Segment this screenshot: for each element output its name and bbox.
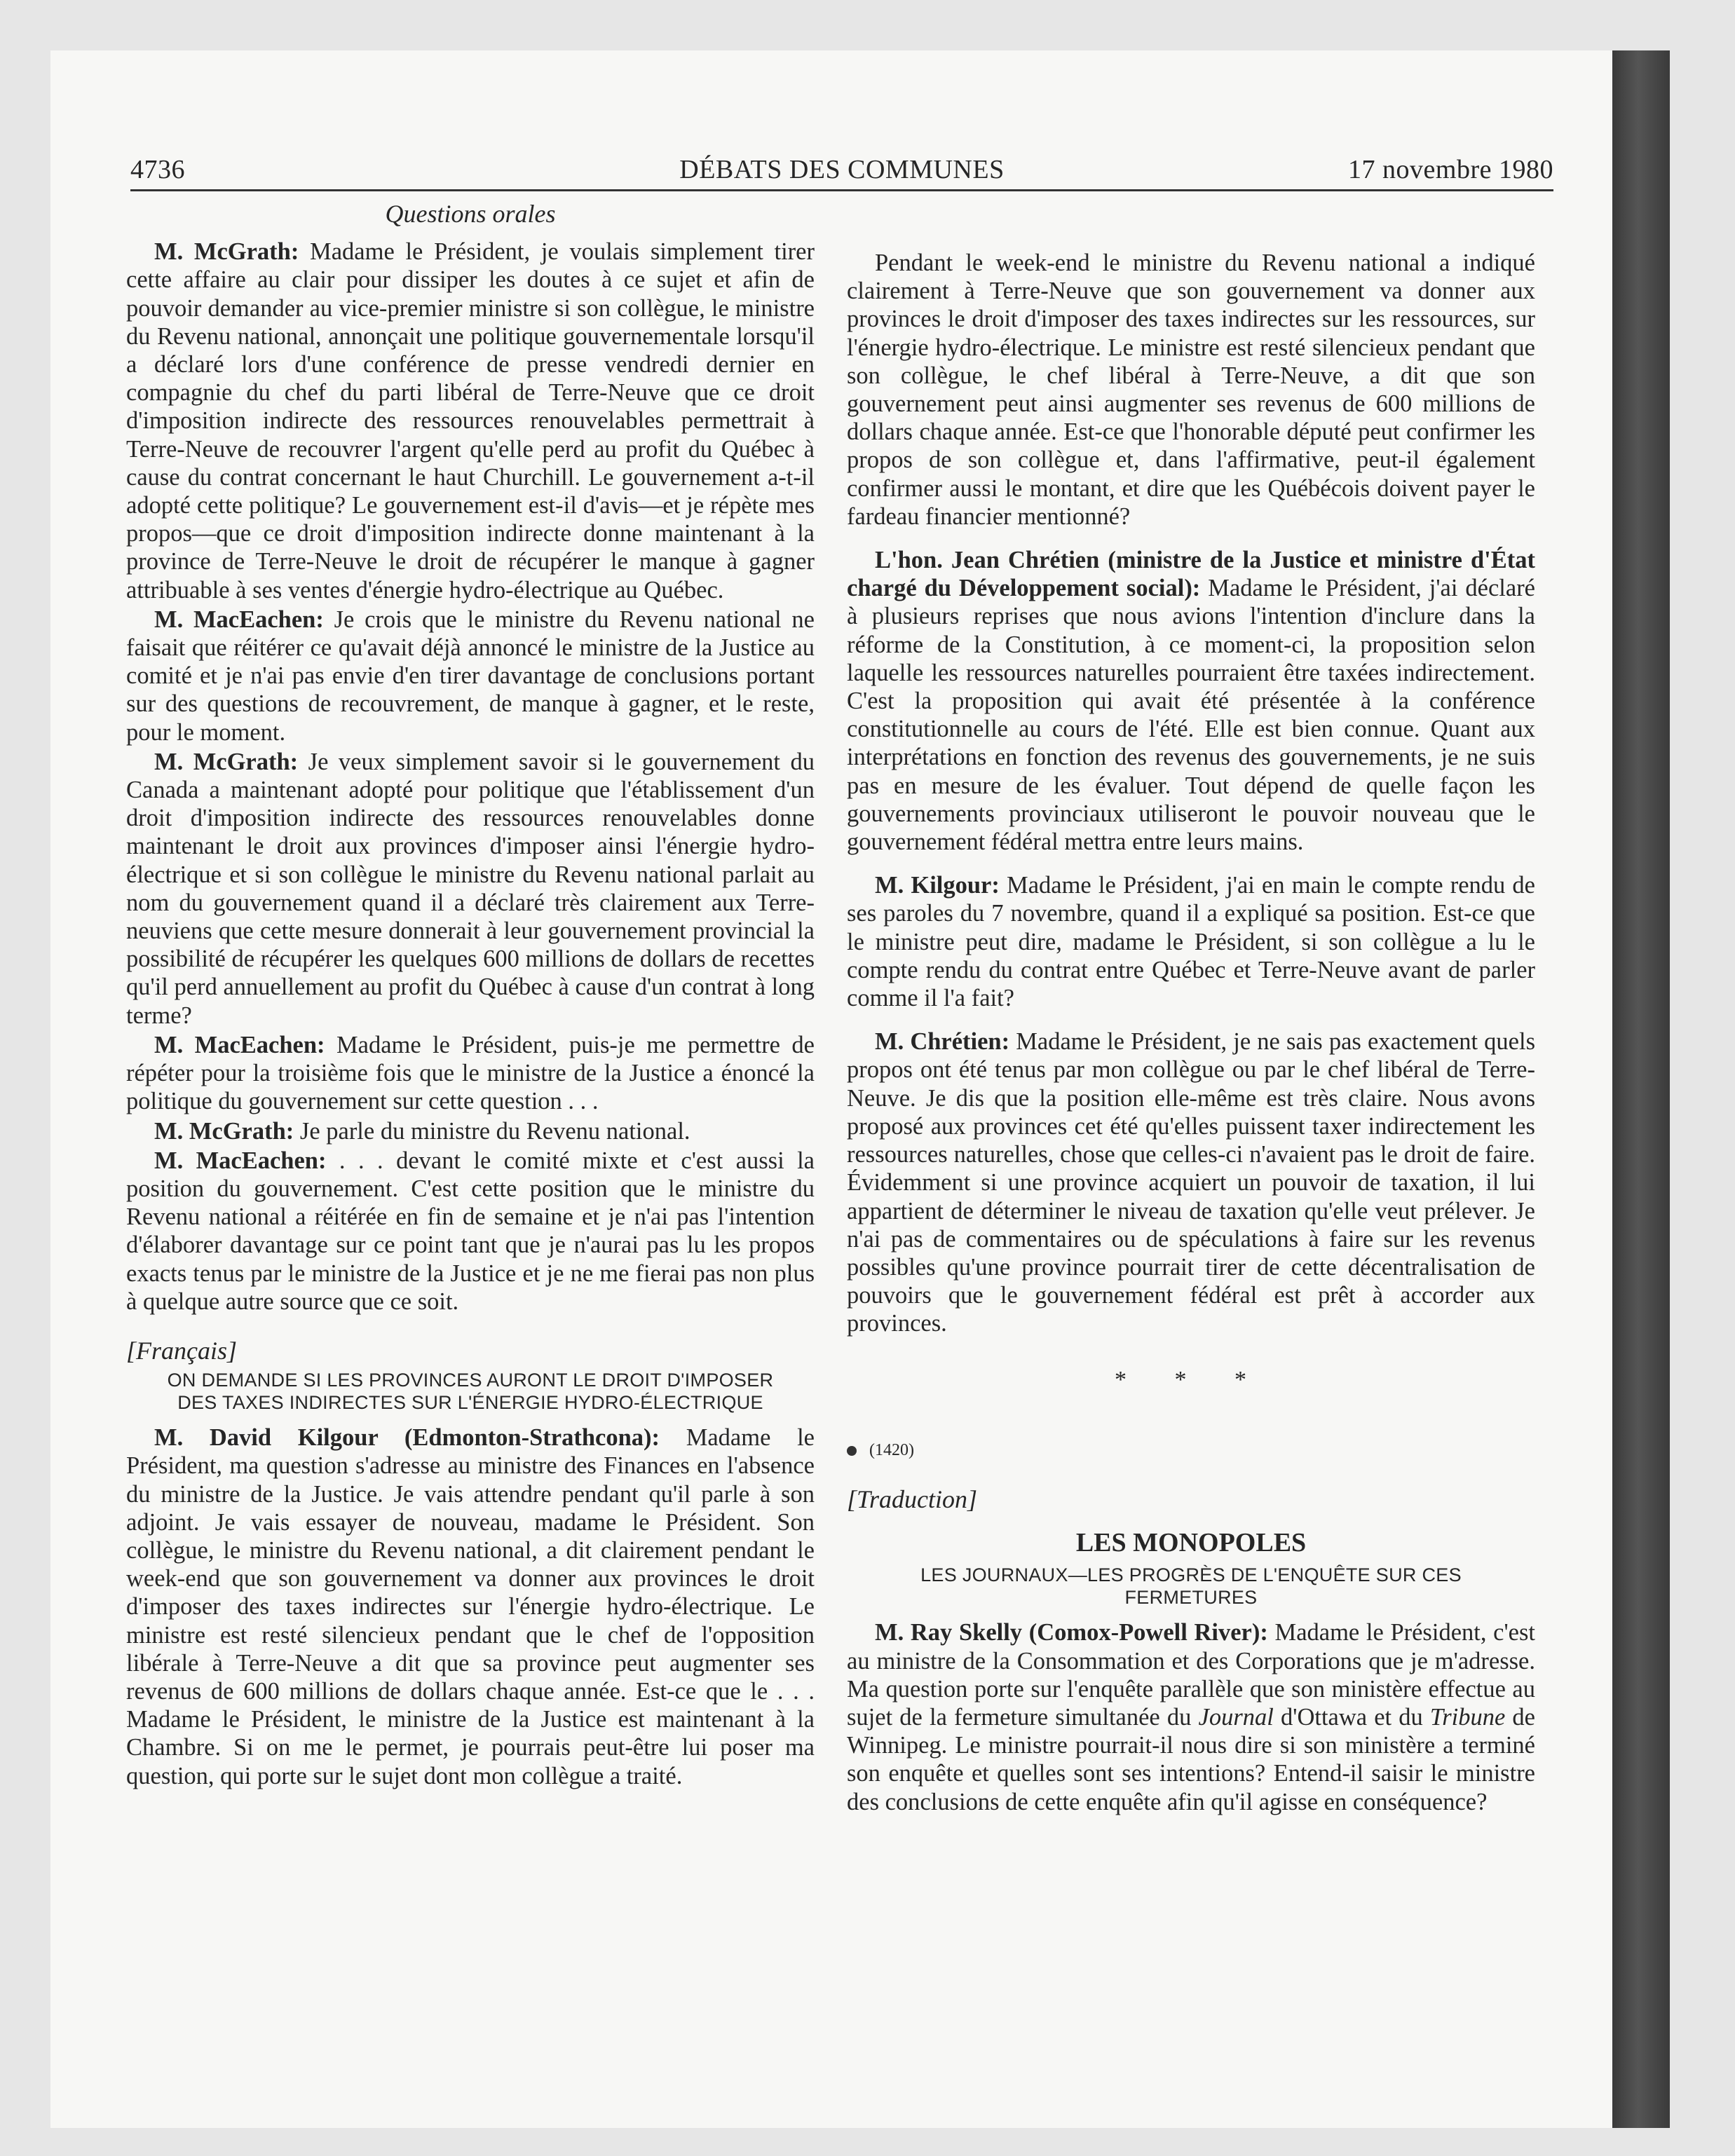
paragraph — [126, 238, 815, 604]
speaker-name: M. McGrath: — [154, 238, 299, 266]
speaker-name: M. MacEachen: — [154, 1031, 325, 1058]
language-note: [Traduction] — [847, 1485, 978, 1513]
speaker-name: M. David Kilgour (Edmonton-Strathcona): — [154, 1424, 660, 1452]
running-header — [130, 147, 1553, 191]
left-column — [126, 200, 815, 1792]
speaker-name: M. Kilgour: — [875, 872, 1000, 899]
speech-text: Pendant le week-end le ministre du Revenu national a indiqué clairement à Terre-Neuve que son gouvernement va donner aux provinces le droit d'imposer des taxes indirectes sur les ressources, sur l'énergie hydro-électrique. Le ministre est resté silencieux pendant que son collègue, le chef libéral à Terre-Neuve, a dit que son gouvernement peut ainsi augmenter ses revenus de 600 millions de dollars chaque année. Est-ce que l'honorable député peut confirmer les propos de son collègue et, dans l'affirmative, peut-il également confirmer aussi le montant, et dire que les Québécois doivent payer le fardeau financier mentionné? — [847, 250, 1535, 530]
page-number: 4736 — [130, 155, 185, 184]
speech-text: . . . devant le comité mixte et c'est aussi la position du gouvernement. C'est cette position que le ministre du Revenu national a réitérée en fin de semaine et je n'ai pas l'intention d'élaborer davantage sur ce point tant que je n'aurai pas lu les propos exacts tenus par le ministre de la Justice et je ne me fierai pas non plus à quelque autre source que ce soit. — [126, 1147, 815, 1315]
paragraph — [847, 1618, 1535, 1815]
speech-text: de Winnipeg. Le ministre pourrait-il nous dire si son ministère a terminé son enquête et quelles sont ses intentions? Entend-il saisir le ministre des conclusions de cette enquête afin qu'il agisse en conséquence? — [847, 1703, 1535, 1815]
topic-heading: ON DEMANDE SI LES PROVINCES AURONT LE DROIT D'IMPOSER DES TAXES INDIRECTES SUR L'ÉNERGIE HYDRO-ÉLECTRIQUE — [167, 1370, 774, 1414]
speech-text: Madame le Président, j'ai déclaré à plusieurs reprises que nous avions l'intention d'inclure dans la réforme de la Constitution, à ce moment-ci, la proposition selon laquelle les ressources naturelles pourraient être taxées indirectement. C'est la proposition qui avait été présentée à la conférence constitutionnelle au cours de l'été. Elle est bien connue. Quant aux interprétations en fonction des revenus des gouvernements, je ne suis pas en mesure de les évaluer. Tout dépend de quelle façon les gouvernements provinciaux utiliseront le pouvoir nouveau que le gouvernement fédéral mettra entre leurs mains. — [847, 575, 1535, 856]
time-mark — [847, 1436, 1535, 1464]
newspaper-name: Journal — [1198, 1703, 1274, 1731]
speaker-name: M. Chrétien: — [875, 1028, 1010, 1056]
language-note: [Français] — [126, 1336, 238, 1365]
speech-text: Madame le Président, ma question s'adresse au ministre des Finances en l'absence du ministre de la Justice. Je vais attendre pendant qu'il parle à son adjoint. Je vais essayer de nouveau, madame le Président. Son collègue, le ministre du Revenu national, a dit clairement pendant le week-end que son gouvernement va donner aux provinces le droit d'imposer des taxes indirectes sur l'énergie hydro-électrique. Le ministre est resté silencieux pendant que le chef de l'opposition libérale à Terre-Neuve a dit que sa province peut augmenter ses revenus de 600 millions de dollars chaque année. Est-ce que le . . . Madame le Président, le ministre de la Justice est maintenant à la Chambre. Si on me le permet, je pourrais peut-être lui poser ma question, qui porte sur le sujet dont mon collègue a traité. — [126, 1424, 815, 1789]
paragraph — [126, 1424, 815, 1790]
paragraph — [847, 546, 1535, 856]
speech-text: Madame le Président, je voulais simplement tirer cette affaire au clair pour dissiper les doutes à ce sujet et afin de pouvoir demander au vice-premier ministre si son collègue, le ministre du Revenu national, annonçait une politique gouvernementale lorsqu'il a déclaré lors d'une conférence de presse vendredi dernier en compagnie du chef du parti libéral de Terre-Neuve que ce droit d'imposition indirecte des ressources renouvelables permettrait à Terre-Neuve de recouvrer l'argent qu'elle perd au profit du Québec à cause du contrat concernant le haut Churchill. Le gouvernement a-t-il adopté cette politique? Le gouvernement est-il d'avis—et je répète mes propos—que ce droit d'imposition indirecte donne maintenant à la province de Terre-Neuve le droit de récupérer le manque à gagner attribuable à ses ventes d'énergie hydro-électrique au Québec. — [126, 238, 815, 603]
speech-text: d'Ottawa et du — [1273, 1703, 1430, 1731]
speaker-name: M. McGrath: — [154, 1117, 294, 1145]
paragraph — [126, 1031, 815, 1116]
speech-text: Madame le Président, je ne sais pas exactement quels propos ont été tenus par mon collègue ou par le chef libéral de Terre-Neuve. Je dis que la position elle-même est très claire. Nous avons proposé aux provinces cet été qu'elles puissent taxer indirectement les ressources naturelles, chose que celles-ci n'avaient pas le droit de faire. Évidemment si une province acquiert un pouvoir de taxation, il lui appartient de déterminer le niveau de taxation qu'elle veut prélever. Je n'ai pas de commentaires ou de spéculations à faire sur les revenus possibles qu'une province pourrait tirer de cette décentralisation de pouvoirs que le gouvernement fédéral est prêt à accorder aux provinces. — [847, 1028, 1535, 1337]
speaker-name: M. Ray Skelly (Comox-Powell River): — [875, 1619, 1268, 1646]
paragraph — [847, 249, 1535, 531]
speech-text: Madame le Président, c'est au ministre de la Consommation et des Corporations que je m'adresse. Ma question porte sur l'enquête parallèle que son ministère effectue au sujet de la fermeture simultanée du — [847, 1619, 1535, 1731]
section-title: Questions orales — [385, 200, 556, 228]
speech-text: Madame le Président, puis-je me permettre de répéter pour la troisième fois que le ministre de la Justice a énoncé la politique du gouvernement sur cette question . . . — [126, 1031, 815, 1115]
paragraph — [126, 748, 815, 1030]
speaker-name: M. MacEachen: — [154, 1147, 327, 1174]
speech-text: Madame le Président, j'ai en main le compte rendu de ses paroles du 7 novembre, quand il a expliqué sa position. Est-ce que le ministre peut dire, madame le Président, si son collègue a lu le compte rendu du contrat entre Québec et Terre-Neuve avant de parler comme il l'a fait? — [847, 872, 1535, 1012]
paragraph — [126, 606, 815, 746]
speaker-name: M. MacEachen: — [154, 606, 324, 633]
right-column — [847, 249, 1535, 1817]
topic-heading: LES JOURNAUX—LES PROGRÈS DE L'ENQUÊTE SUR CES FERMETURES — [920, 1564, 1462, 1609]
time-mark-text: (1420) — [869, 1440, 914, 1459]
section-heading: LES MONOPOLES — [1075, 1528, 1307, 1558]
section-separator: * * * — [1115, 1366, 1267, 1393]
paragraph — [847, 1028, 1535, 1337]
scan-edge-bar — [1612, 50, 1670, 2128]
newspaper-name: Tribune — [1429, 1703, 1506, 1731]
speech-text: Je crois que le ministre du Revenu national ne faisait que réitérer ce qu'avait déjà annoncé le ministre de la Justice au comité et je n'ai pas envie d'en tirer davantage de conclusions portant sur des questions de recouvrement, de manque à gagner, et le reste, pour le moment. — [126, 606, 815, 746]
publication-date: 17 novembre 1980 — [1348, 155, 1553, 184]
publication-title: DÉBATS DES COMMUNES — [679, 155, 1005, 184]
paragraph — [126, 1117, 815, 1145]
speaker-name: L'hon. Jean Chrétien (ministre de la Justice et ministre d'État chargé du Développement social): — [847, 547, 1535, 602]
speaker-name: M. McGrath: — [154, 748, 299, 775]
paragraph — [126, 1147, 815, 1316]
bullet-icon — [847, 1446, 857, 1456]
speech-text: Je veux simplement savoir si le gouvernement du Canada a maintenant adopté pour politique que l'établissement d'un droit d'imposition indirecte des ressources renouvelables donne maintenant le droit aux provinces d'imposer ainsi l'énergie hydro-électrique et si son collègue le ministre du Revenu national parlait au nom du gouvernement quand il a déclaré très clairement aux Terre-neuviens que cette mesure donnerait à leur gouvernement provincial la possibilité de récupérer les quelques 600 millions de dollars de recettes qu'il perd annuellement au profit du Québec à cause d'un contrat à long terme? — [126, 748, 815, 1029]
speech-text: Je parle du ministre du Revenu national. — [294, 1117, 690, 1145]
paragraph — [847, 871, 1535, 1012]
